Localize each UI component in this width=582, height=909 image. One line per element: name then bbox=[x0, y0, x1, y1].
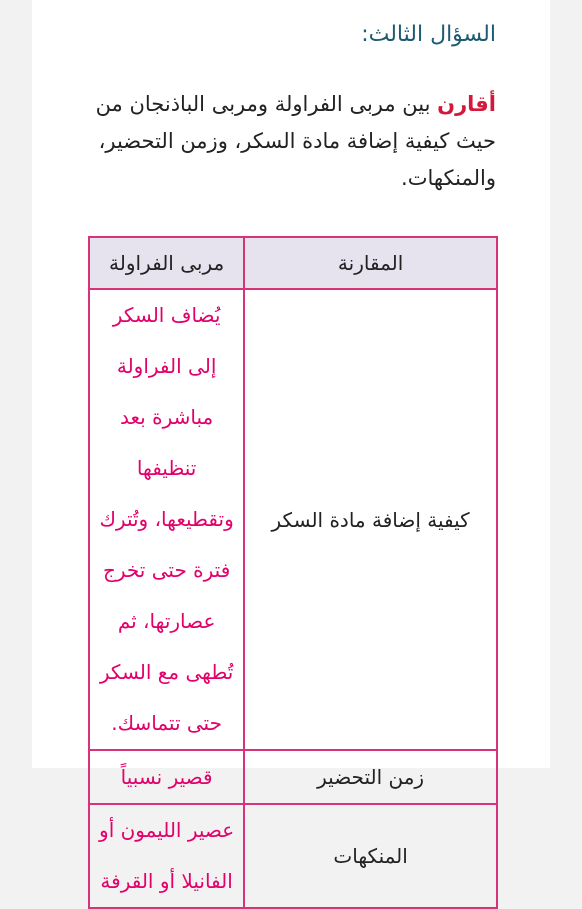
row-label-flavors: المنكهات bbox=[244, 804, 497, 908]
cell-strawberry-sugar bbox=[89, 289, 244, 750]
section-heading: السؤال الثالث: bbox=[361, 22, 496, 47]
question-text bbox=[76, 86, 496, 197]
table-row bbox=[89, 750, 497, 804]
row-label-time: زمن التحضير bbox=[244, 750, 497, 804]
header-comparison: المقارنة bbox=[244, 237, 497, 289]
cell-strawberry-flavors bbox=[89, 804, 244, 908]
table-header-row bbox=[89, 237, 497, 289]
comparison-table-container[interactable] bbox=[32, 236, 498, 893]
question-body: بين مربى الفراولة ومربى الباذنجان من حيث كيفية إضافة مادة السكر، وزمن التحضير، والمنكهات. bbox=[95, 92, 496, 190]
cell-text: قصير نسبياً bbox=[120, 764, 213, 789]
comparison-table bbox=[88, 236, 498, 909]
table-row bbox=[89, 804, 497, 908]
question-verb: أقارن bbox=[437, 92, 496, 116]
cell-text: عصير الليمون أو الفانيلا أو القرفة bbox=[99, 818, 235, 893]
content-card bbox=[32, 0, 550, 893]
header-strawberry: مربى الفراولة bbox=[89, 237, 244, 289]
row-label-sugar: كيفية إضافة مادة السكر bbox=[244, 289, 497, 750]
cell-text: يُضاف السكر إلى الفراولة مباشرة بعد تنظيفها وتقطيعها، وتُترك فترة حتى تخرج عصارتها، ثم تُطهى مع السكر حتى تتماسك. bbox=[99, 303, 234, 735]
table-row bbox=[89, 289, 497, 750]
cell-strawberry-time bbox=[89, 750, 244, 804]
